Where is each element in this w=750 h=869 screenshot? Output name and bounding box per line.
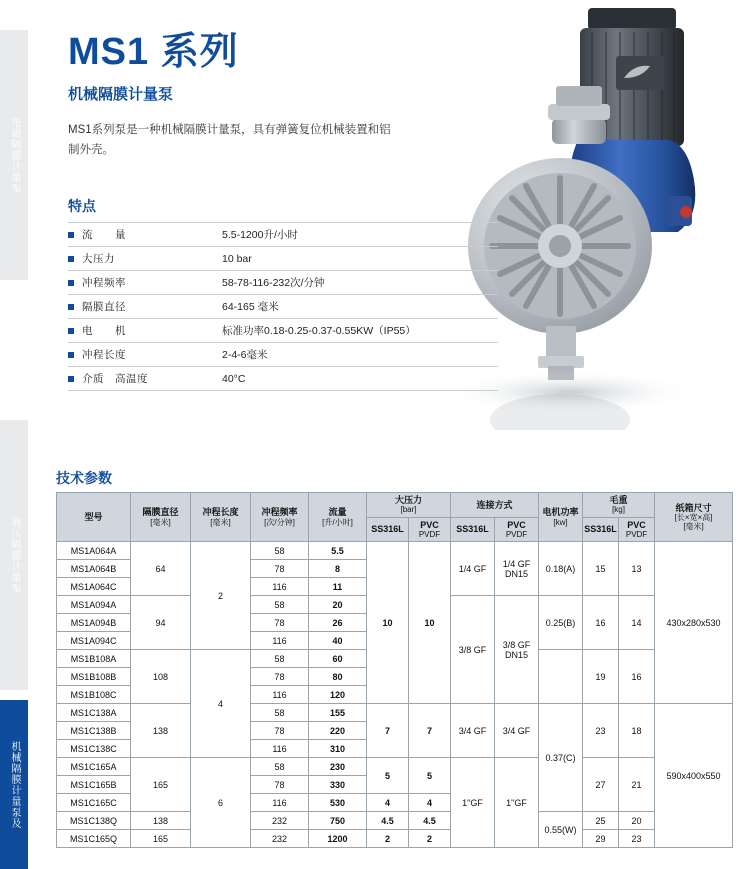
cell-weight-ss: 19: [583, 650, 619, 704]
cell-diaphragm: 165: [131, 758, 191, 812]
cell-diaphragm: 108: [131, 650, 191, 704]
cell-model: MS1C138C: [57, 740, 131, 758]
cell-connection-pvc: 3/4 GF: [495, 704, 539, 758]
col-pressure-unit: [bar]: [400, 505, 417, 515]
side-tab-mechanical-label: 机械隔膜计量泵及: [9, 740, 20, 829]
col-connection-label: 连接方式: [476, 499, 513, 510]
bullet-square-icon: [68, 367, 82, 391]
cell-model: MS1C165C: [57, 794, 131, 812]
side-tab-electromagnetic[interactable]: [0, 30, 28, 280]
cell-flow: 120: [309, 686, 367, 704]
cell-weight-ss: 23: [583, 704, 619, 758]
feature-value: 2-4-6毫米: [222, 343, 498, 367]
cell-flow: 11: [309, 578, 367, 596]
cell-model: MS1A094C: [57, 632, 131, 650]
col-carton-size-sub: [长×宽×高]: [674, 513, 713, 523]
cell-motor-power: [539, 650, 583, 704]
cell-connection-pvc: 1"GF: [495, 758, 539, 848]
col-connection-ss316l: SS316L: [451, 517, 495, 542]
bullet-square-icon: [68, 343, 82, 367]
cell-flow: 60: [309, 650, 367, 668]
cell-pressure-pvc: 4: [409, 794, 451, 812]
col-weight-ss316l: SS316L: [583, 517, 619, 542]
cell-stroke-freq: 58: [251, 650, 309, 668]
col-pressure-pvc: [409, 517, 451, 542]
cell-connection-ss: 1/4 GF: [451, 542, 495, 596]
cell-connection-pvc: 3/8 GF DN15: [495, 596, 539, 704]
table-row: [57, 830, 733, 848]
col-weight-pvc: [619, 517, 655, 542]
cell-stroke-length: 6: [191, 758, 251, 848]
col-diaphragm-label: 隔膜直径: [142, 507, 179, 518]
feature-value: 10 bar: [222, 247, 498, 271]
cell-flow: 310: [309, 740, 367, 758]
cell-stroke-freq: 232: [251, 830, 309, 848]
cell-motor-power: 0.25(B): [539, 596, 583, 650]
cell-stroke-freq: 78: [251, 560, 309, 578]
cell-flow: 220: [309, 722, 367, 740]
col-motor-power-unit: [kw]: [553, 517, 568, 527]
cell-weight-pvc: 21: [619, 758, 655, 812]
feature-row: [68, 343, 498, 367]
cell-weight-pvc: 13: [619, 542, 655, 596]
col-weight-pvc-l2: PVDF: [625, 529, 648, 539]
col-motor-power-label: 电机功率: [542, 507, 579, 518]
cell-weight-pvc: 16: [619, 650, 655, 704]
cell-model: MS1B108B: [57, 668, 131, 686]
cell-weight-pvc: 14: [619, 596, 655, 650]
cell-model: MS1A094B: [57, 614, 131, 632]
cell-model: MS1A064A: [57, 542, 131, 560]
cell-model: MS1C138Q: [57, 812, 131, 830]
feature-label: 流 量: [82, 223, 222, 247]
spec-table: [56, 492, 733, 848]
col-flow-unit: [升/小时]: [322, 517, 353, 527]
cell-stroke-length: 2: [191, 542, 251, 650]
cell-stroke-freq: 116: [251, 578, 309, 596]
side-tab-electromagnetic-label: 电磁隔膜计量泵: [9, 116, 20, 194]
page-subtitle: 机械隔膜计量泵: [68, 86, 174, 103]
cell-model: MS1C165A: [57, 758, 131, 776]
feature-row: [68, 271, 498, 295]
cell-stroke-freq: 116: [251, 686, 309, 704]
col-pressure-label: 大压力: [395, 495, 423, 505]
col-flow: [309, 493, 367, 542]
col-stroke-freq: [251, 493, 309, 542]
cell-stroke-freq: 116: [251, 740, 309, 758]
cell-connection-ss: 3/8 GF: [451, 596, 495, 704]
cell-stroke-freq: 58: [251, 542, 309, 560]
side-tab-mechanical[interactable]: [0, 700, 28, 869]
cell-connection-ss: 1"GF: [451, 758, 495, 848]
col-pressure-pvc-l2: PVDF: [418, 529, 441, 539]
features-heading: 特点: [68, 198, 96, 214]
cell-diaphragm: 165: [131, 830, 191, 848]
cell-flow: 20: [309, 596, 367, 614]
col-weight-pvc-l1: PVC: [627, 519, 646, 530]
col-diaphragm-unit: [毫米]: [150, 517, 171, 527]
cell-stroke-freq: 58: [251, 596, 309, 614]
bullet-square-icon: [68, 319, 82, 343]
cell-weight-ss: 16: [583, 596, 619, 650]
cell-stroke-freq: 58: [251, 704, 309, 722]
cell-pressure-ss: 4: [367, 794, 409, 812]
col-weight-unit: [kg]: [612, 505, 625, 515]
feature-value: 64-165 毫米: [222, 295, 498, 319]
cell-pressure-pvc: 10: [409, 542, 451, 704]
cell-model: MS1A094A: [57, 596, 131, 614]
feature-label: 大压力: [82, 247, 222, 271]
cell-carton-size: 590x400x550: [655, 704, 733, 848]
cell-stroke-freq: 232: [251, 812, 309, 830]
col-carton-size-unit: [毫米]: [683, 522, 704, 532]
col-pressure-ss316l: SS316L: [367, 517, 409, 542]
cell-model: MS1B108A: [57, 650, 131, 668]
bullet-square-icon: [68, 295, 82, 319]
intro-paragraph: MS1系列泵是一种机械隔膜计量泵，具有弹簧复位机械装置和铝制外壳。: [68, 124, 391, 157]
spec-heading: 技术参数: [56, 470, 112, 486]
cell-stroke-freq: 58: [251, 758, 309, 776]
table-row: [57, 812, 733, 830]
table-row: [57, 704, 733, 722]
cell-flow: 5.5: [309, 542, 367, 560]
feature-label: 冲程长度: [82, 343, 222, 367]
cell-pressure-pvc: 5: [409, 758, 451, 794]
bullet-square-icon: [68, 271, 82, 295]
page-title: MS1 系列: [68, 31, 239, 73]
cell-pressure-ss: 5: [367, 758, 409, 794]
col-pressure-group: [367, 493, 451, 518]
cell-model: MS1A064C: [57, 578, 131, 596]
cell-weight-pvc: 18: [619, 704, 655, 758]
cell-stroke-freq: 78: [251, 722, 309, 740]
feature-value: 40°C: [222, 367, 498, 391]
cell-stroke-freq: 78: [251, 776, 309, 794]
table-row: [57, 758, 733, 776]
cell-flow: 40: [309, 632, 367, 650]
cell-diaphragm: 138: [131, 812, 191, 830]
feature-label: 介质 高温度: [82, 367, 222, 391]
col-carton-size: [655, 493, 733, 542]
feature-row: [68, 367, 498, 391]
cell-model: MS1A064B: [57, 560, 131, 578]
feature-label: 电 机: [82, 319, 222, 343]
header-block: [68, 20, 528, 160]
cell-flow: 26: [309, 614, 367, 632]
bullet-square-icon: [68, 223, 82, 247]
cell-flow: 530: [309, 794, 367, 812]
col-stroke-length: [191, 493, 251, 542]
feature-row: [68, 295, 498, 319]
cell-connection-ss: 3/4 GF: [451, 704, 495, 758]
col-stroke-freq-label: 冲程频率: [261, 507, 298, 518]
cell-flow: 1200: [309, 830, 367, 848]
cell-model: MS1B108C: [57, 686, 131, 704]
cell-pressure-pvc: 2: [409, 830, 451, 848]
col-connection-group: [451, 493, 539, 518]
cell-stroke-freq: 78: [251, 668, 309, 686]
col-connection-pvc: [495, 517, 539, 542]
side-tab-hydraulic-label: 液压隔膜计量泵: [9, 516, 20, 594]
cell-pressure-pvc: 4.5: [409, 812, 451, 830]
cell-motor-power: 0.18(A): [539, 542, 583, 596]
feature-label: 冲程频率: [82, 271, 222, 295]
cell-flow: 155: [309, 704, 367, 722]
col-carton-size-label: 纸箱尺寸: [675, 502, 712, 513]
feature-row: [68, 247, 498, 271]
cell-carton-size: 430x280x530: [655, 542, 733, 704]
cell-pressure-ss: 4.5: [367, 812, 409, 830]
cell-connection-pvc: 1/4 GF DN15: [495, 542, 539, 596]
cell-weight-pvc: 23: [619, 830, 655, 848]
feature-label: 隔膜直径: [82, 295, 222, 319]
cell-flow: 80: [309, 668, 367, 686]
cell-diaphragm: 138: [131, 704, 191, 758]
col-model: 型号: [57, 493, 131, 542]
cell-model: MS1C138A: [57, 704, 131, 722]
bullet-square-icon: [68, 247, 82, 271]
cell-weight-ss: 15: [583, 542, 619, 596]
cell-flow: 750: [309, 812, 367, 830]
cell-pressure-pvc: 7: [409, 704, 451, 758]
cell-motor-power: 0.37(C): [539, 704, 583, 812]
cell-diaphragm: 64: [131, 542, 191, 596]
col-weight-label: 毛重: [609, 495, 628, 505]
cell-pressure-ss: 2: [367, 830, 409, 848]
col-diaphragm: [131, 493, 191, 542]
cell-model: MS1C165Q: [57, 830, 131, 848]
feature-value: 5.5-1200升/小时: [222, 223, 498, 247]
spec-table-wrapper: [56, 492, 732, 848]
table-row: [57, 542, 733, 560]
feature-value: 标准功率0.18-0.25-0.37-0.55KW（IP55）: [222, 319, 498, 343]
col-stroke-length-label: 冲程长度: [202, 507, 239, 518]
col-connection-pvc-l1: PVC: [507, 519, 526, 530]
col-pressure-pvc-l1: PVC: [420, 519, 439, 530]
cell-flow: 230: [309, 758, 367, 776]
side-tab-rail: [0, 0, 28, 869]
spec-header-row-1: [57, 493, 733, 518]
col-connection-pvc-l2: PVDF: [505, 529, 528, 539]
cell-weight-ss: 27: [583, 758, 619, 812]
col-weight-group: [583, 493, 655, 518]
cell-weight-pvc: 20: [619, 812, 655, 830]
col-stroke-freq-unit: [次/分钟]: [264, 517, 295, 527]
cell-weight-ss: 25: [583, 812, 619, 830]
cell-stroke-freq: 78: [251, 614, 309, 632]
cell-model: MS1C138B: [57, 722, 131, 740]
cell-stroke-length: 4: [191, 650, 251, 758]
cell-pressure-ss: 7: [367, 704, 409, 758]
feature-row: [68, 223, 498, 247]
side-tab-hydraulic[interactable]: [0, 420, 28, 690]
col-motor-power: [539, 493, 583, 542]
col-stroke-length-unit: [毫米]: [210, 517, 231, 527]
feature-row: [68, 319, 498, 343]
cell-diaphragm: 94: [131, 596, 191, 650]
cell-pressure-ss: 10: [367, 542, 409, 704]
cell-flow: 330: [309, 776, 367, 794]
cell-flow: 8: [309, 560, 367, 578]
cell-motor-power: 0.55(W): [539, 812, 583, 848]
cell-model: MS1C165B: [57, 776, 131, 794]
cell-weight-ss: 29: [583, 830, 619, 848]
features-table: [68, 222, 498, 391]
feature-value: 58-78-116-232次/分钟: [222, 271, 498, 295]
cell-stroke-freq: 116: [251, 632, 309, 650]
cell-stroke-freq: 116: [251, 794, 309, 812]
col-flow-label: 流量: [328, 507, 347, 518]
